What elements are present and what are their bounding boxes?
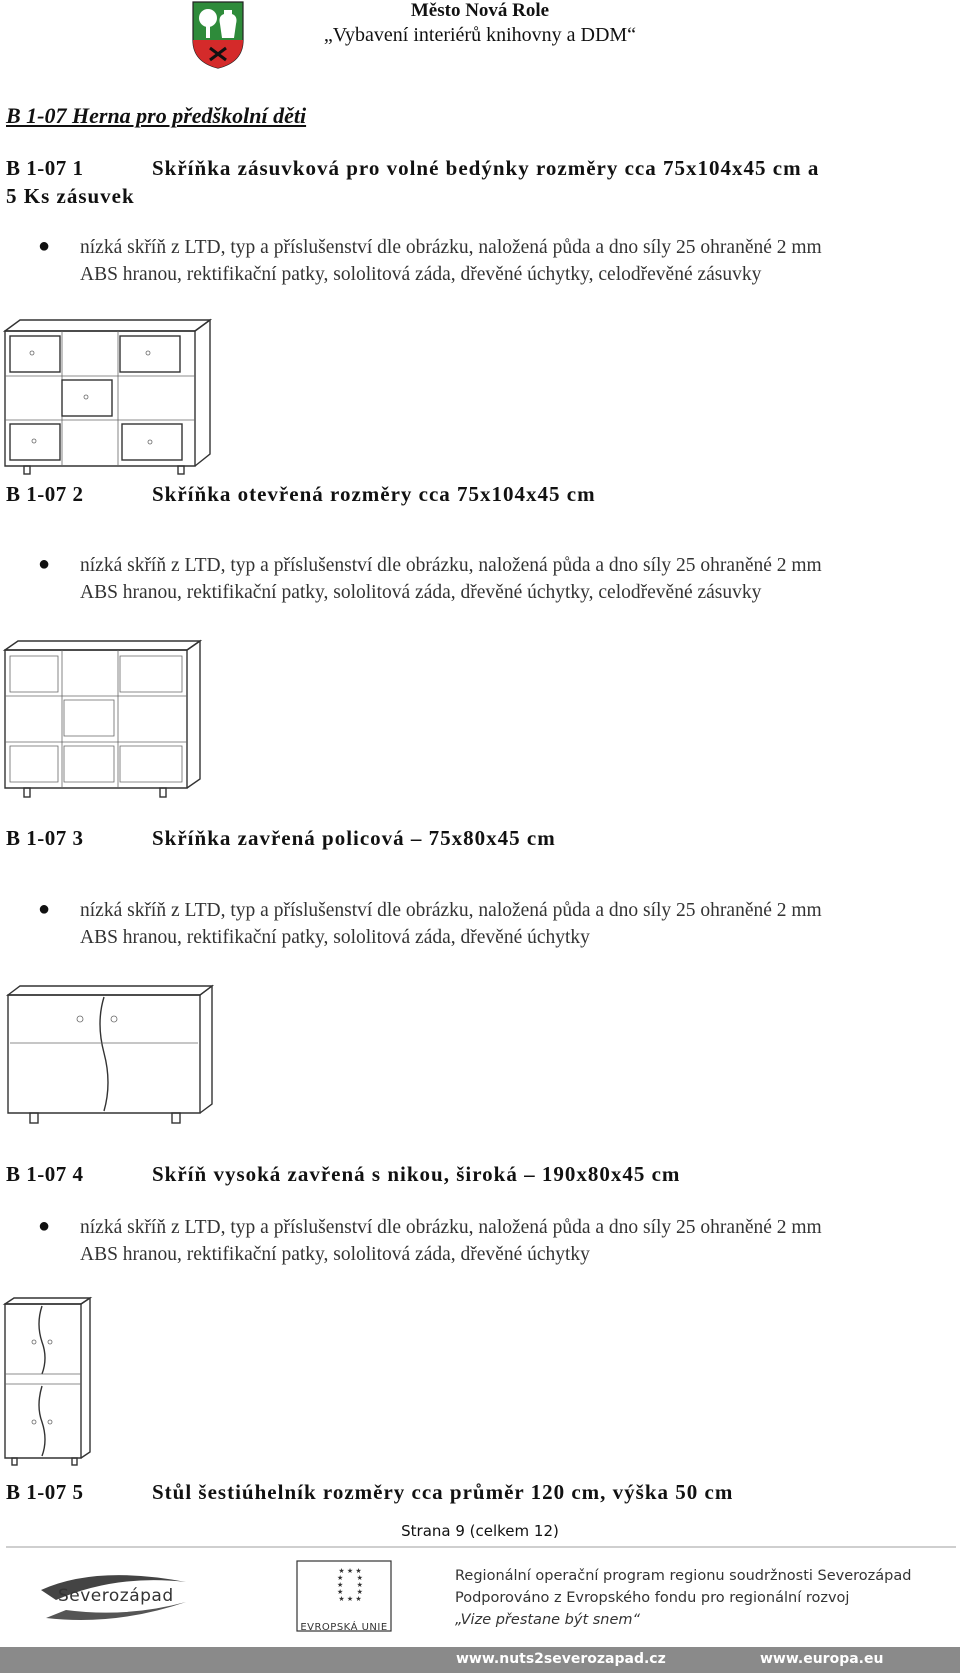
description-line: nízká skříň z LTD, typ a příslušenství dle obrázku, naložená půda a dno síly 25 ohraněné 2 mm [80,1217,822,1238]
footer-program [455,1565,911,1631]
description-line: ABS hranou, rektifikační patky, sololitová záda, dřevěné úchytky, celodřevěné zásuvky [80,264,762,285]
item-description [80,234,960,288]
open-cabinet-image [0,638,210,803]
item-description [80,1214,960,1268]
url-severozapad[interactable]: www.nuts2severozapad.cz [456,1651,666,1667]
item-name: Skříň vysoká zavřená s nikou, široká – 190x80x45 cm [152,1162,681,1186]
bullet-icon: ● [38,898,51,920]
item-name: Stůl šestiúhelník rozměry cca průměr 120 cm, výška 50 cm [152,1480,734,1504]
footer-line: „Vize přestane být snem“ [455,1612,641,1628]
item-code: B 1-07 4 [6,1162,84,1186]
item-name: Skříňka zavřená policová – 75x80x45 cm [152,826,556,850]
item-code: B 1-07 5 [6,1480,84,1504]
item-description [80,897,960,951]
eu-stars-icon: ★ ★ ★ ★ ★ ★ ★ ★ ★ ★ ★ ★ [337,1567,363,1603]
header-town: Město Nová Role [410,0,550,21]
description-line: nízká skříň z LTD, typ a příslušenství dle obrázku, naložená půda a dno síly 25 ohraněné 2 mm [80,555,822,576]
url-europa[interactable]: www.europa.eu [760,1651,884,1667]
severozapad-logo-text: Severozápad [58,1586,174,1606]
item-name: Skříňka otevřená rozměry cca 75x104x45 cm [152,482,596,506]
bullet-icon: ● [38,1215,51,1237]
description-line: ABS hranou, rektifikační patky, sololitová záda, dřevěné úchytky, celodřevěné zásuvky [80,582,762,603]
description-line: ABS hranou, rektifikační patky, sololitová záda, dřevěné úchytky [80,927,590,948]
section-title: B 1-07 Herna pro předškolní děti [6,103,307,128]
description-line: nízká skříň z LTD, typ a příslušenství dle obrázku, naložená půda a dno síly 25 ohraněné 2 mm [80,237,822,258]
closed-cabinet-image [0,983,220,1133]
footer-line: Regionální operační program regionu soudržnosti Severozápad [455,1568,912,1584]
page-number: Strana 9 (celkem 12) [401,1522,559,1540]
description-line: nízká skříň z LTD, typ a příslušenství dle obrázku, naložená půda a dno síly 25 ohraněné 2 mm [80,900,822,921]
header-project: „Vybavení interiérů knihovny a DDM“ [323,24,637,46]
tall-cabinet-image [0,1296,100,1471]
item-code: B 1-07 2 [6,482,84,506]
item-name-continued: 5 Ks zásuvek [6,184,135,208]
item-name: Skříňka zásuvková pro volné bedýnky rozměry cca 75x104x45 cm a [152,156,820,180]
bullet-icon: ● [38,553,51,575]
item-code: B 1-07 3 [6,826,84,850]
item-code: B 1-07 1 [6,156,84,180]
bullet-icon: ● [38,235,51,257]
item-description [80,552,960,606]
footer-line: Podporováno z Evropského fondu pro regionální rozvoj [455,1590,850,1606]
description-line: ABS hranou, rektifikační patky, sololitová záda, dřevěné úchytky [80,1244,590,1265]
footer-divider [6,1546,956,1548]
drawer-cabinet-image [0,316,215,476]
eu-label: EVROPSKÁ UNIE [300,1622,388,1633]
